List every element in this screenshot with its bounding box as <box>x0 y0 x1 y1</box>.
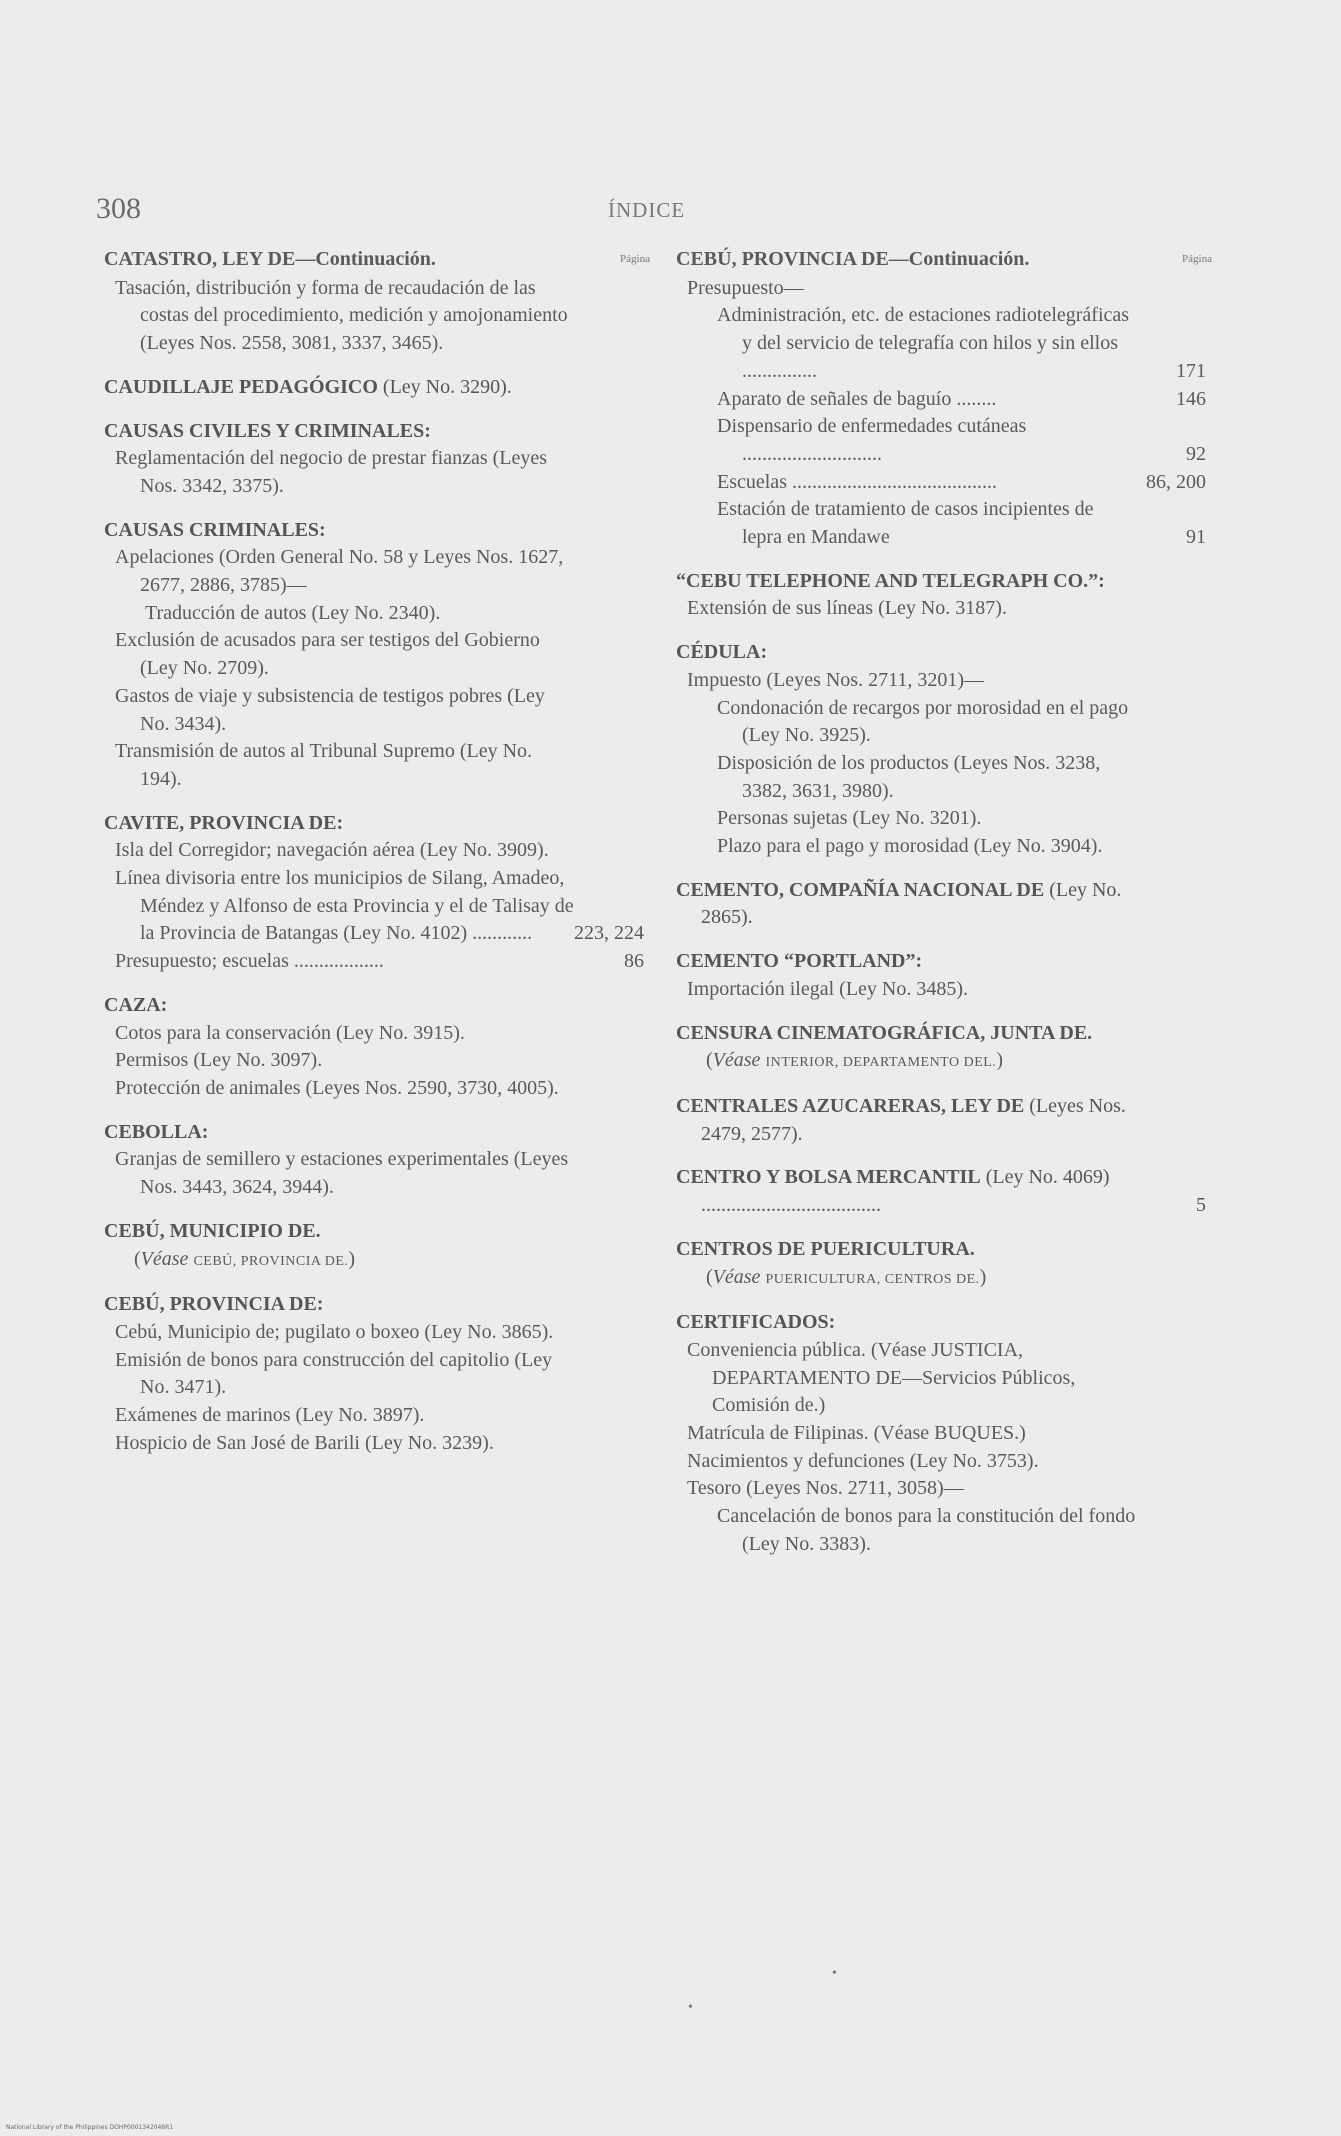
heading-title: CEMENTO, COMPAÑÍA NACIONAL DE <box>676 878 1045 901</box>
entry-text: Personas sujetas (Ley No. 3201). <box>717 807 982 830</box>
index-sections <box>104 275 644 1458</box>
index-section <box>104 1218 644 1275</box>
entry-text: Línea divisoria entre los municipios de Silang, Amadeo, Méndez y Alfonso de esta Provincia y el de Talisay de la Provincia de Batangas (Ley No. 4102) ............ <box>115 867 574 945</box>
index-section <box>104 1291 644 1457</box>
index-section <box>676 275 1206 552</box>
index-entry <box>104 1020 644 1048</box>
entry-text: Apelaciones (Orden General No. 58 y Leyes Nos. 1627, 2677, 2886, 3785)— <box>115 546 564 597</box>
index-entry <box>104 275 644 358</box>
page-reference: 86, 200 <box>1146 470 1206 493</box>
archive-footer: National Library of the Philippines DOHP0001342048R1 <box>6 2124 174 2131</box>
heading-title: CEBOLLA: <box>104 1120 209 1143</box>
page-number: 308 <box>96 192 141 225</box>
index-heading <box>104 517 644 545</box>
index-entry <box>104 1075 644 1103</box>
heading-detail: (Ley No. 3290). <box>377 375 512 398</box>
index-heading <box>104 418 644 446</box>
entry-text: Exclusión de acusados para ser testigos del Gobierno (Ley No. 2709). <box>115 629 540 680</box>
entry-text: Condonación de recargos por morosidad en el pago (Ley No. 3925). <box>717 696 1129 747</box>
index-entry <box>676 667 1206 695</box>
heading-title: CAZA: <box>104 993 168 1016</box>
entry-text: Dispensario de enfermedades cutáneas ............................ <box>717 415 1027 465</box>
continuation-heading: CATASTRO, LEY DE—Continuación. Página <box>104 246 644 274</box>
index-entry <box>104 1402 644 1430</box>
entry-text: Permisos (Ley No. 3097). <box>115 1049 323 1072</box>
heading-detail: (Ley No. 2865). <box>701 878 1122 929</box>
heading-title: CAUDILLAJE PEDAGÓGICO <box>104 375 378 398</box>
see-also-reference: (Véase INTERIOR, DEPARTAMENTO DEL.) <box>706 1049 1003 1072</box>
entry-text: Granjas de semillero y estaciones experimentales (Leyes Nos. 3443, 3624, 3944). <box>115 1148 569 1199</box>
entry-text: Estación de tratamiento de casos incipientes de lepra en Mandawe <box>717 498 1094 549</box>
pagina-label: Página <box>1182 253 1212 265</box>
entry-text: Matrícula de Filipinas. (Véase BUQUES.) <box>687 1422 1026 1445</box>
entry-text: Importación ilegal (Ley No. 3485). <box>687 977 969 1000</box>
index-entry <box>104 865 644 948</box>
heading-title: CERTIFICADOS: <box>676 1311 836 1334</box>
entry-text: Traducción de autos (Ley No. 2340). <box>145 601 441 624</box>
page-speck: • <box>688 2000 693 2015</box>
page-speck: • <box>832 1966 837 1981</box>
heading-title: CEBÚ, MUNICIPIO DE. <box>104 1219 321 1242</box>
index-heading <box>676 948 1206 976</box>
index-entry <box>706 1503 1206 1558</box>
entry-text: Transmisión de autos al Tribunal Supremo (Ley No. 194). <box>115 740 533 790</box>
index-section <box>676 1020 1206 1077</box>
index-entry <box>104 1319 644 1347</box>
index-section <box>676 1164 1206 1219</box>
entry-text: Disposición de los productos (Leyes Nos. 3238, 3382, 3631, 3980). <box>717 751 1101 802</box>
entry-text: Administración, etc. de estaciones radiotelegráficas y del servicio de telegrafía con hilos y sin ellos ............... <box>717 304 1130 382</box>
see-also-reference: (Véase CEBÚ, PROVINCIA DE.) <box>134 1247 356 1270</box>
heading-title: “CEBU TELEPHONE AND TELEGRAPH CO.”: <box>676 569 1105 592</box>
entry-text: Cotos para la conservación (Ley No. 3915). <box>115 1021 465 1044</box>
entry-text: Protección de animales (Leyes Nos. 2590, 3730, 4005). <box>115 1076 559 1099</box>
index-entry <box>104 544 644 599</box>
entry-text: Tasación, distribución y forma de recaudación de las costas del procedimiento, medición y amojonamiento (Leyes Nos. 2558, 3081, 3337, 3465). <box>115 276 568 355</box>
entry-text: Isla del Corregidor; navegación aérea (Ley No. 3909). <box>115 839 549 862</box>
index-entry <box>706 805 1206 833</box>
entry-text: Cancelación de bonos para la constitución del fondo (Ley No. 3383). <box>717 1505 1136 1555</box>
index-heading <box>104 374 644 402</box>
index-section <box>104 418 644 501</box>
pagina-label: Página <box>620 253 650 265</box>
heading-title: CAUSAS CRIMINALES: <box>104 518 326 541</box>
index-entry <box>104 948 644 976</box>
index-entry <box>104 1047 644 1075</box>
heading-detail: (Leyes Nos. 2479, 2577). <box>701 1094 1126 1145</box>
entry-text: Aparato de señales de baguío ........ <box>717 387 997 410</box>
index-section <box>104 517 644 794</box>
index-section <box>104 992 644 1103</box>
index-heading <box>676 1236 1206 1264</box>
see-label: Véase <box>712 1265 761 1288</box>
index-heading <box>104 992 644 1020</box>
index-heading <box>676 1093 1206 1148</box>
see-target: PUERICULTURA, CENTROS DE. <box>765 1271 980 1287</box>
see-also-reference: (Véase PUERICULTURA, CENTROS DE.) <box>706 1265 987 1288</box>
page-reference: 86 <box>624 950 644 973</box>
entry-text: Reglamentación del negocio de prestar fianzas (Leyes Nos. 3342, 3375). <box>115 447 548 497</box>
index-entry <box>104 837 644 865</box>
heading-title: CAUSAS CIVILES Y CRIMINALES: <box>104 419 431 442</box>
index-entry <box>104 1146 644 1201</box>
heading-title: CAVITE, PROVINCIA DE: <box>104 811 344 834</box>
heading-title: CÉDULA: <box>676 641 768 664</box>
index-entry <box>104 445 644 500</box>
index-heading <box>676 877 1206 932</box>
index-entry <box>706 469 1206 497</box>
index-entry <box>706 750 1206 805</box>
index-entry <box>676 1448 1206 1476</box>
page-reference: 223, 224 <box>574 922 644 945</box>
entry-text: Extensión de sus líneas (Ley No. 3187). <box>687 597 1007 620</box>
entry-text: Gastos de viaje y subsistencia de testigos pobres (Ley No. 3434). <box>115 684 545 735</box>
entry-text: Cebú, Municipio de; pugilato o boxeo (Ley No. 3865). <box>115 1320 554 1343</box>
entry-text: Escuelas ......................................... <box>717 470 997 493</box>
index-heading <box>104 1218 644 1246</box>
index-heading <box>676 1020 1206 1048</box>
see-label: Véase <box>712 1049 761 1072</box>
index-entry <box>676 1337 1206 1420</box>
index-heading <box>676 1309 1206 1337</box>
index-section <box>104 374 644 402</box>
index-heading <box>104 1119 644 1147</box>
entry-text: Hospicio de San José de Barili (Ley No. 3239). <box>115 1431 494 1454</box>
index-sections <box>676 275 1206 1559</box>
index-section <box>676 639 1206 861</box>
index-entry <box>706 386 1206 414</box>
index-section <box>104 810 644 976</box>
entry-text: Plazo para el pago y morosidad (Ley No. 3904). <box>717 835 1103 858</box>
entry-text: Presupuesto; escuelas .................. <box>115 950 384 973</box>
index-heading <box>676 639 1206 667</box>
page-reference: 5 <box>1196 1194 1206 1217</box>
entry-text: Emisión de bonos para construcción del capitolio (Ley No. 3471). <box>115 1348 553 1399</box>
heading-detail: (Ley No. 4069) .................................... <box>701 1166 1110 1217</box>
page-reference: 91 <box>1186 526 1206 549</box>
entry-text: Tesoro (Leyes Nos. 2711, 3058)— <box>687 1477 964 1500</box>
left-column <box>104 246 650 1457</box>
entry-text: Presupuesto— <box>687 276 804 299</box>
page-reference: 146 <box>1176 387 1206 410</box>
index-entry <box>104 1430 644 1458</box>
right-column <box>676 246 1212 1559</box>
index-entry <box>706 833 1206 861</box>
heading-title: CEMENTO “PORTLAND”: <box>676 950 923 973</box>
see-target: INTERIOR, DEPARTAMENTO DEL. <box>765 1055 997 1071</box>
index-entry <box>706 302 1206 385</box>
index-entry <box>676 595 1206 623</box>
index-entry <box>676 1420 1206 1448</box>
running-title: ÍNDICE <box>608 198 686 222</box>
index-section <box>104 275 644 358</box>
entry-text: Conveniencia pública. (Véase JUSTICIA, DEPARTAMENTO DE—Servicios Públicos, Comisión de.) <box>687 1338 1076 1417</box>
index-section <box>676 948 1206 1003</box>
index-entry <box>676 976 1206 1004</box>
heading-title: CENTRALES AZUCARERAS, LEY DE <box>676 1094 1025 1117</box>
see-target: CEBÚ, PROVINCIA DE. <box>193 1253 349 1269</box>
heading-title: CEBÚ, PROVINCIA DE: <box>104 1293 324 1316</box>
index-heading <box>676 1164 1206 1219</box>
entry-text: Exámenes de marinos (Ley No. 3897). <box>115 1404 425 1427</box>
entry-text: Impuesto (Leyes Nos. 2711, 3201)— <box>687 668 984 691</box>
page-reference: 92 <box>1186 442 1206 465</box>
page-reference: 171 <box>1176 359 1206 382</box>
index-heading <box>676 568 1206 596</box>
index-entry <box>676 275 1206 303</box>
index-section <box>676 1309 1206 1558</box>
index-entry <box>706 496 1206 551</box>
index-section <box>104 1119 644 1202</box>
entry-text: Nacimientos y defunciones (Ley No. 3753). <box>687 1449 1039 1472</box>
see-label: Véase <box>140 1247 189 1270</box>
index-heading <box>104 1291 644 1319</box>
heading-title: CENSURA CINEMATOGRÁFICA, JUNTA DE. <box>676 1021 1093 1044</box>
index-entry <box>706 695 1206 750</box>
heading-title: CENTRO Y BOLSA MERCANTIL <box>676 1166 981 1189</box>
index-section <box>676 1236 1206 1293</box>
index-entry <box>104 738 644 793</box>
index-section <box>676 877 1206 932</box>
index-section <box>676 1093 1206 1148</box>
index-heading <box>104 810 644 838</box>
index-section <box>676 568 1206 623</box>
index-entry <box>104 683 644 738</box>
index-entry <box>104 1347 644 1402</box>
index-entry <box>134 600 644 628</box>
index-entry <box>104 627 644 682</box>
continuation-heading: CEBÚ, PROVINCIA DE—Continuación. Página <box>676 246 1206 274</box>
index-entry <box>706 413 1206 468</box>
heading-title: CENTROS DE PUERICULTURA. <box>676 1237 975 1260</box>
index-entry <box>676 1475 1206 1503</box>
